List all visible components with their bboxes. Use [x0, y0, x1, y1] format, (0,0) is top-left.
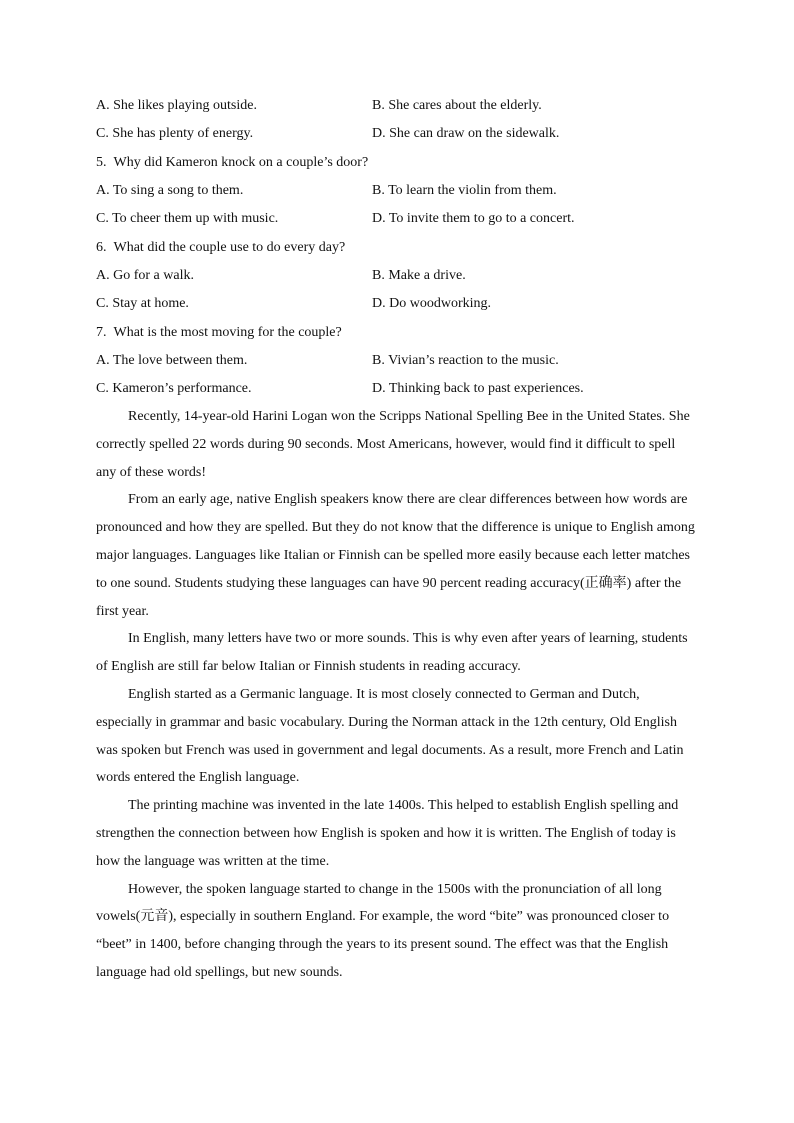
- option-a: A. Go for a walk.: [96, 268, 194, 283]
- option-row: [96, 347, 696, 375]
- passage-paragraph-4: English started as a Germanic language. It is most closely connected to German and Dutch, especially in grammar and basic vocabulary. During the Norman attack in the 12th century, Old English was spoken but French was used in government and legal documents. As a result, more French and Latin words entered the English language.: [96, 686, 684, 786]
- option-a: A. She likes playing outside.: [96, 98, 257, 113]
- passage-paragraph-3: In English, many letters have two or more sounds. This is why even after years of learning, students of English are still far below Italian or Finnish students in reading accuracy.: [96, 631, 688, 675]
- question-stem: What did the couple use to do every day?: [113, 239, 346, 255]
- question-number: 5.: [96, 154, 107, 170]
- passage-paragraph-5: The printing machine was invented in the late 1400s. This helped to establish English spelling and strengthen the connection between how English is spoken and how it is written. The English of today is how the language was written at the time.: [96, 798, 679, 869]
- option-row: [96, 92, 696, 120]
- option-row: [96, 120, 696, 148]
- option-d: D. Thinking back to past experiences.: [372, 381, 584, 396]
- reading-passage: [96, 403, 696, 987]
- option-row: [96, 262, 696, 290]
- question-number: 7.: [96, 324, 107, 340]
- option-b: B. Make a drive.: [372, 268, 466, 283]
- option-b: B. Vivian’s reaction to the music.: [372, 353, 559, 368]
- passage-paragraph-6: However, the spoken language started to change in the 1500s with the pronunciation of all long vowels(元音), especially in southern England. For example, the word “bite” was pronounced closer to “beet” in 1400, before changing through the years to its present sound. The effect was that the English language had old spellings, but new sounds.: [96, 881, 670, 980]
- option-row: [96, 177, 696, 205]
- option-d: D. She can draw on the sidewalk.: [372, 126, 560, 141]
- option-a: A. To sing a song to them.: [96, 183, 244, 198]
- question-6: [96, 233, 696, 262]
- option-row: [96, 205, 696, 233]
- question-7: [96, 318, 696, 347]
- option-c: C. She has plenty of energy.: [96, 126, 254, 141]
- passage-paragraph-1: Recently, 14-year-old Harini Logan won the Scripps National Spelling Bee in the United States. She correctly spelled 22 words during 90 seconds. Most Americans, however, would find it difficult to spell any of these words!: [96, 409, 690, 480]
- option-row: [96, 290, 696, 318]
- option-a: A. The love between them.: [96, 353, 248, 368]
- question-stem: Why did Kameron knock on a couple’s door?: [113, 154, 369, 170]
- option-b: B. To learn the violin from them.: [372, 183, 557, 198]
- option-c: C. Kameron’s performance.: [96, 381, 252, 396]
- option-c: C. Stay at home.: [96, 296, 189, 311]
- option-b: B. She cares about the elderly.: [372, 98, 542, 113]
- document-page: [96, 92, 696, 987]
- passage-paragraph-2: From an early age, native English speakers know there are clear differences between how words are pronounced and how they are spelled. But they do not know that the difference is unique to English among major languages. Languages like Italian or Finnish can be spelled more easily because each letter matches to one sound. Students studying these languages can have 90 percent reading accuracy(正确率) after the first year.: [96, 492, 695, 619]
- option-row: [96, 375, 696, 403]
- question-5: [96, 148, 696, 177]
- question-stem: What is the most moving for the couple?: [113, 324, 342, 340]
- question-number: 6.: [96, 239, 107, 255]
- option-d: D. To invite them to go to a concert.: [372, 211, 575, 226]
- option-d: D. Do woodworking.: [372, 296, 491, 311]
- option-c: C. To cheer them up with music.: [96, 211, 279, 226]
